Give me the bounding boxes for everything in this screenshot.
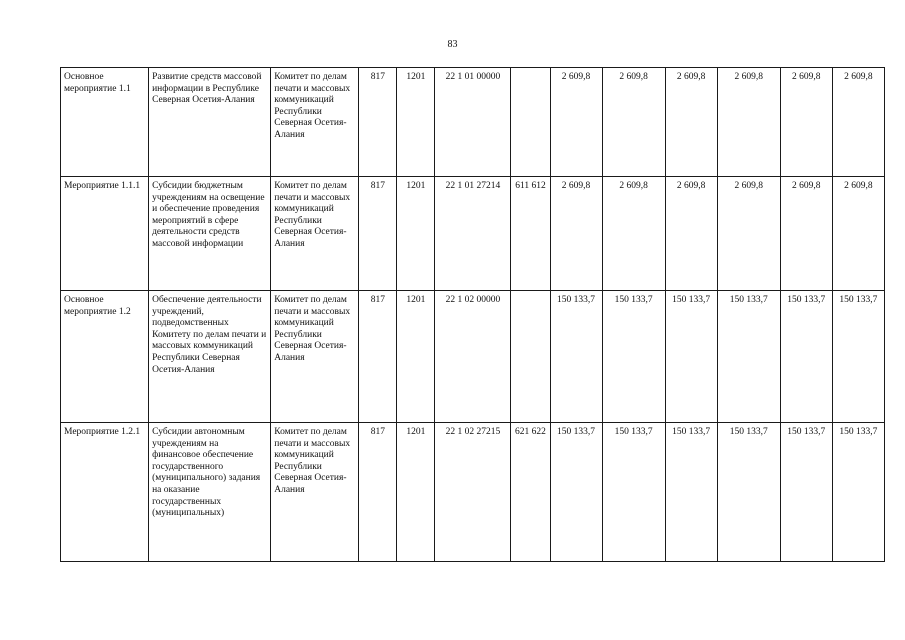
amount-cell: 150 133,7 [665,291,717,423]
amount-cell: 150 133,7 [832,291,884,423]
activity-kind-cell: Основное мероприятие 1.1 [61,68,149,177]
activity-name-cell: Субсидии бюджетным учреждениям на освещение и обеспечение проведения мероприятий в сфере деятельности средств массовой информации [149,177,271,291]
amount-cell: 2 609,8 [780,177,832,291]
amount-cell: 2 609,8 [832,177,884,291]
activity-name-cell: Обеспечение деятельности учреждений, подведомственных Комитету по делам печати и массовых коммуникаций Республики Северная Осетия-Алания [149,291,271,423]
activity-kind-cell: Мероприятие 1.1.1 [61,177,149,291]
budget-table [60,67,885,562]
amount-cell: 150 133,7 [550,423,602,562]
activity-name-cell: Развитие средств массовой информации в Республике Северная Осетия-Алания [149,68,271,177]
vr-cell: 611 612 [511,177,550,291]
amount-cell: 2 609,8 [665,177,717,291]
amount-cell: 2 609,8 [717,68,780,177]
amount-cell: 150 133,7 [717,423,780,562]
executor-cell: Комитет по делам печати и массовых коммуникаций Республики Северная Осетия-Алания [271,423,359,562]
csr-cell: 22 1 02 27215 [435,423,511,562]
activity-name-cell: Субсидии автономным учреждениям на финансовое обеспечение государственного (муниципального) задания на оказание государственных (муниципальных) [149,423,271,562]
amount-cell: 150 133,7 [665,423,717,562]
grbs-cell: 817 [359,177,397,291]
amount-cell: 150 133,7 [602,423,665,562]
table-row [61,68,885,177]
amount-cell: 2 609,8 [832,68,884,177]
table-row [61,423,885,562]
amount-cell: 150 133,7 [832,423,884,562]
rzpr-cell: 1201 [397,177,435,291]
amount-cell: 2 609,8 [717,177,780,291]
amount-cell: 2 609,8 [665,68,717,177]
activity-kind-cell: Основное мероприятие 1.2 [61,291,149,423]
amount-cell: 150 133,7 [602,291,665,423]
table-row [61,291,885,423]
rzpr-cell: 1201 [397,291,435,423]
rzpr-cell: 1201 [397,68,435,177]
csr-cell: 22 1 01 27214 [435,177,511,291]
amount-cell: 2 609,8 [550,177,602,291]
activity-kind-cell: Мероприятие 1.2.1 [61,423,149,562]
vr-cell [511,68,550,177]
vr-cell: 621 622 [511,423,550,562]
amount-cell: 150 133,7 [780,423,832,562]
csr-cell: 22 1 02 00000 [435,291,511,423]
rzpr-cell: 1201 [397,423,435,562]
vr-cell [511,291,550,423]
grbs-cell: 817 [359,68,397,177]
grbs-cell: 817 [359,291,397,423]
amount-cell: 150 133,7 [550,291,602,423]
table-row [61,177,885,291]
executor-cell: Комитет по делам печати и массовых коммуникаций Республики Северная Осетия-Алания [271,291,359,423]
page-number: 83 [447,39,458,50]
csr-cell: 22 1 01 00000 [435,68,511,177]
grbs-cell: 817 [359,423,397,562]
amount-cell: 2 609,8 [602,177,665,291]
amount-cell: 150 133,7 [780,291,832,423]
amount-cell: 2 609,8 [550,68,602,177]
executor-cell: Комитет по делам печати и массовых коммуникаций Республики Северная Осетия-Алания [271,68,359,177]
executor-cell: Комитет по делам печати и массовых коммуникаций Республики Северная Осетия-Алания [271,177,359,291]
amount-cell: 150 133,7 [717,291,780,423]
amount-cell: 2 609,8 [780,68,832,177]
amount-cell: 2 609,8 [602,68,665,177]
